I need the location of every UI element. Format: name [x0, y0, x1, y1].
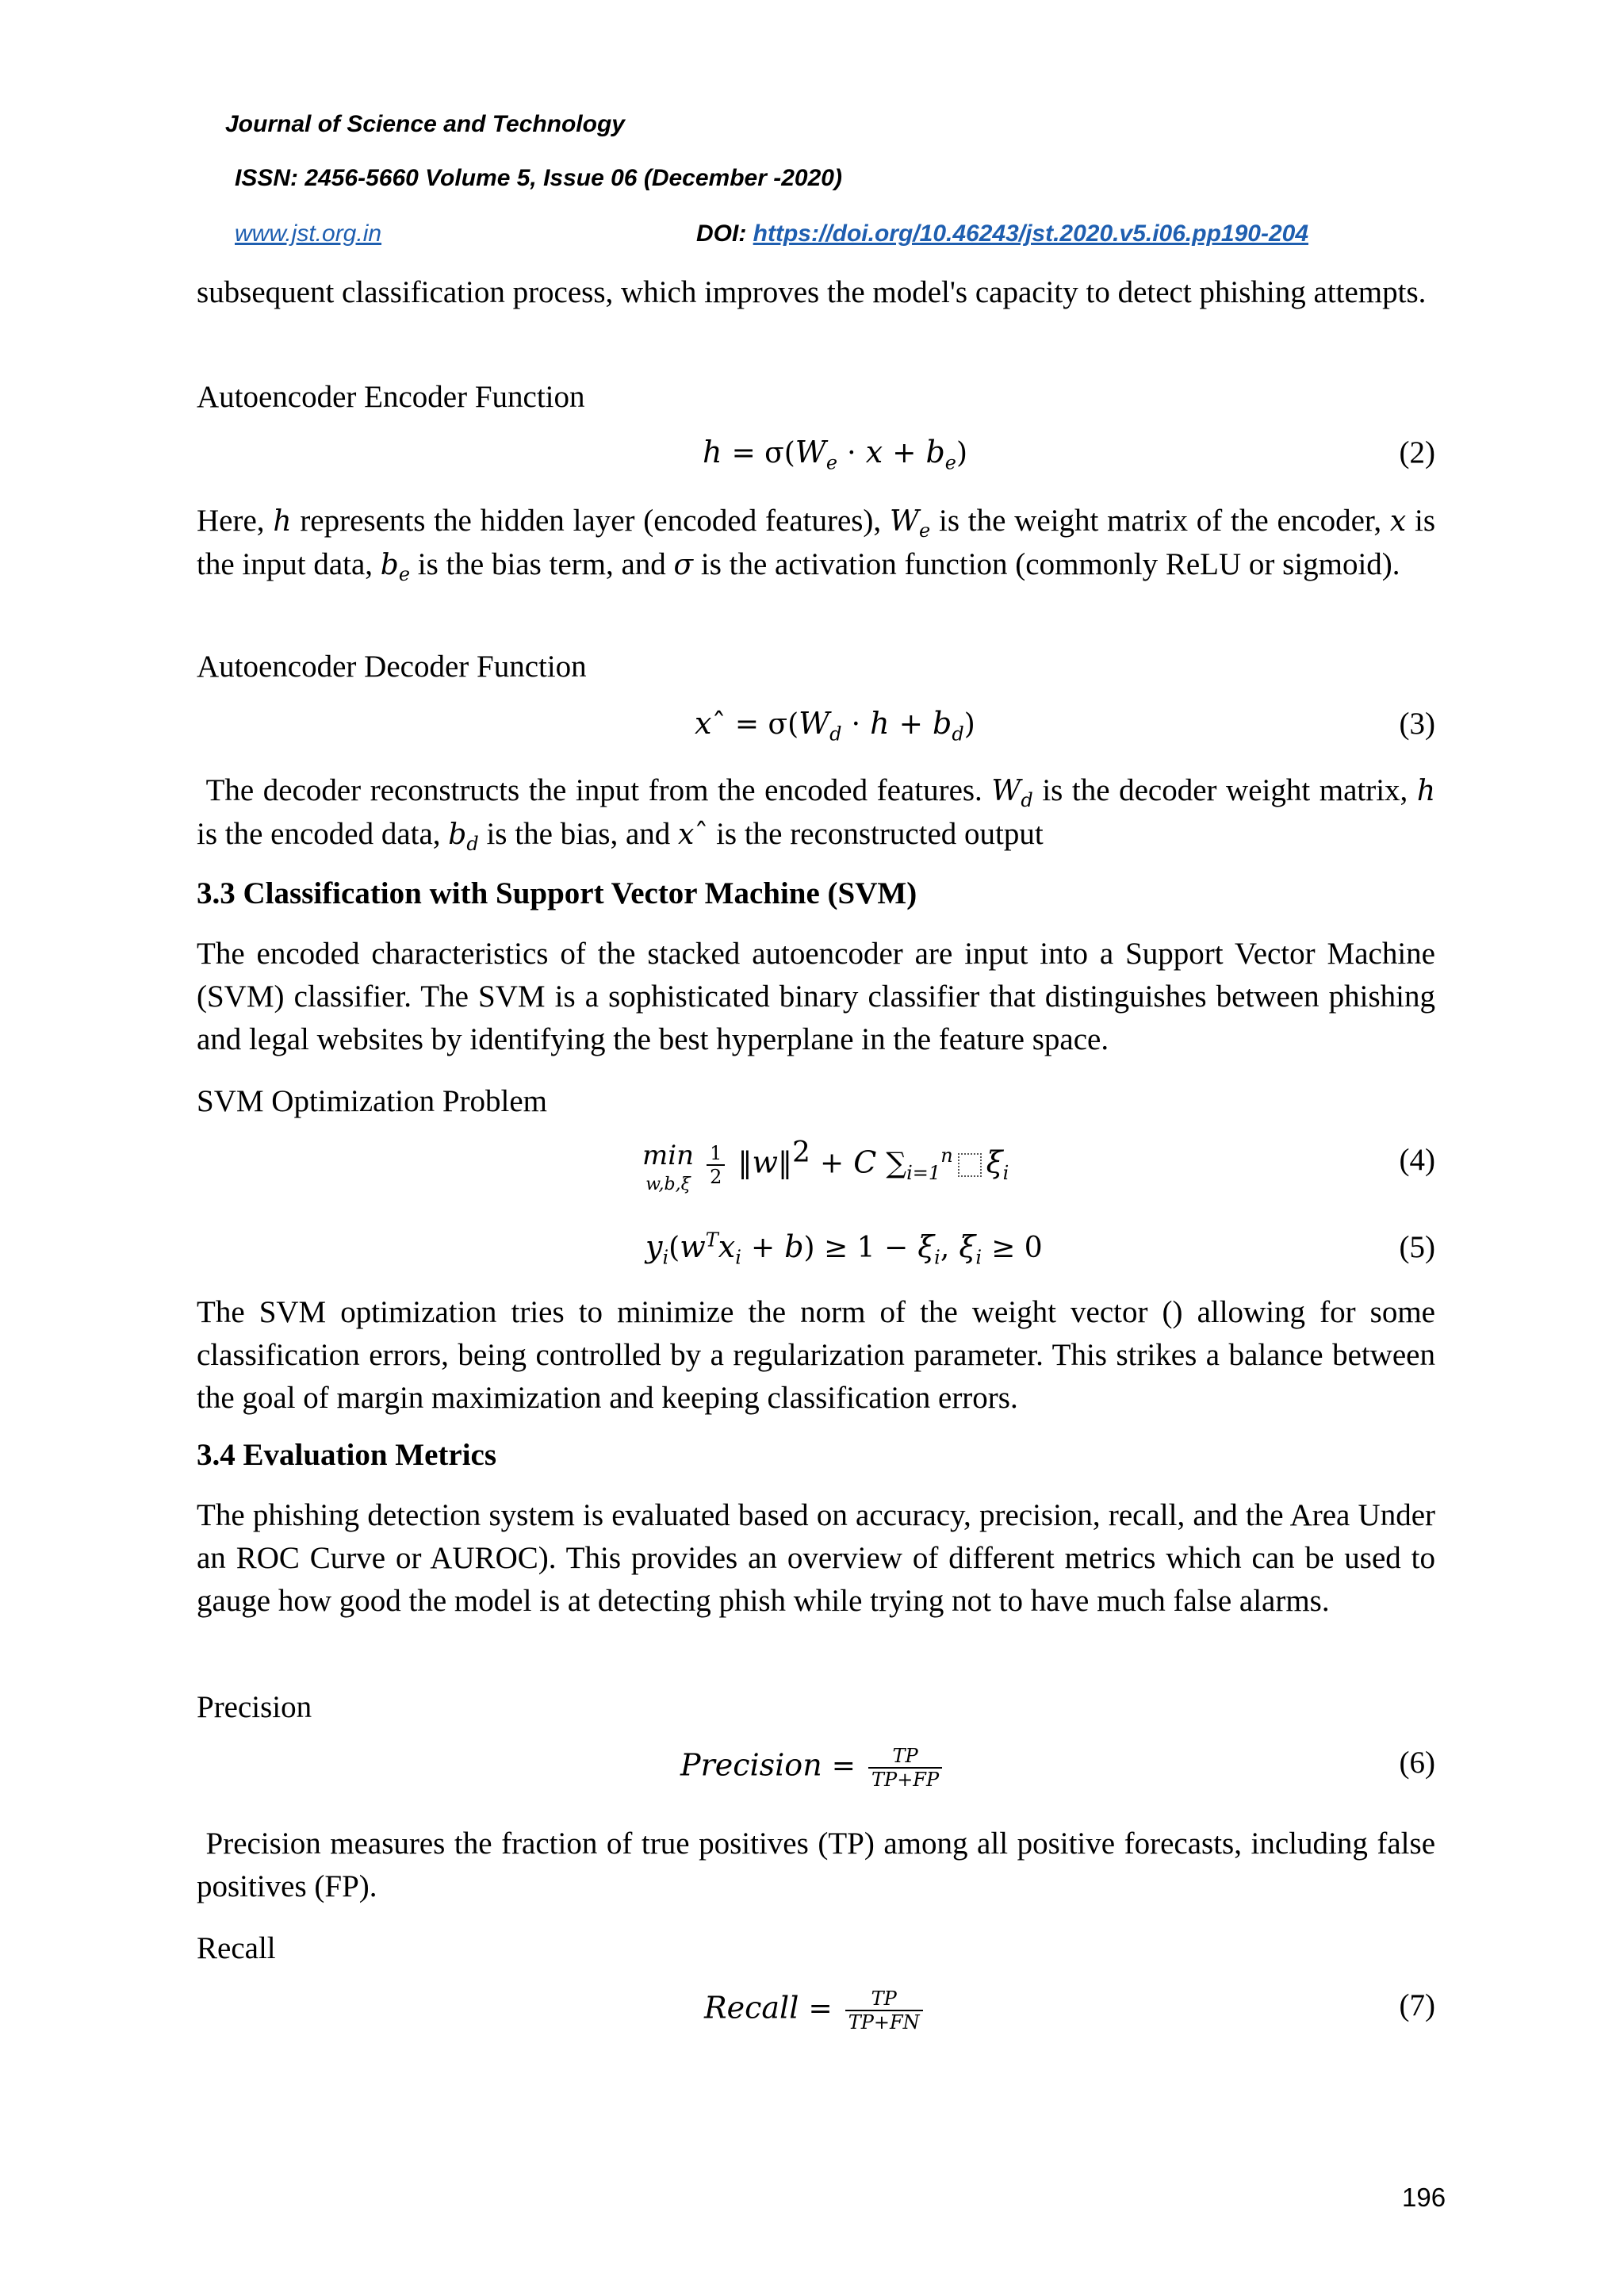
precision-label: Precision [197, 1690, 312, 1724]
equation-6-number: (6) [1399, 1746, 1435, 1780]
equation-7-expression: Recall = $\frac{TP}{TP+FN}$ [704, 1987, 926, 2033]
svm-label: SVM Optimization Problem [197, 1084, 547, 1118]
journal-title: Journal of Science and Technology [225, 111, 625, 137]
decoder-label: Autoencoder Decoder Function [197, 650, 587, 684]
intro-paragraph: subsequent classification process, which improves the model's capacity to detect phishing attempts. [197, 275, 1427, 309]
section-3-4-heading: 3.4 Evaluation Metrics [197, 1438, 497, 1472]
page-number: 196 [1402, 2183, 1446, 2212]
equation-6 [197, 1745, 1435, 1800]
website-link[interactable] [235, 220, 381, 247]
equation-3-number: (3) [1399, 707, 1435, 741]
equation-6-expression: Precision = $\frac{TP}{TP+FP}$ [680, 1745, 945, 1791]
issn-line: ISSN: 2456-5660 Volume 5, Issue 06 (December -2020) [235, 165, 842, 191]
svm-optimization-paragraph: The SVM optimization tries to minimize the norm of the weight vector () allowing for some classification errors, being controlled by a regularization parameter. This strikes a balance between the goal of margin maximization and keeping classification errors. [197, 1295, 1435, 1415]
recall-label: Recall [197, 1931, 276, 1965]
equation-5 [197, 1229, 1435, 1277]
equation-3 [197, 706, 1435, 753]
svm-paragraph: The encoded characteristics of the stacked autoencoder are input into a Support Vector Machine (SVM) classifier. The SVM is a sophisticated binary classifier that distinguishes between phishing and legal websites by identifying the best hyperplane in the feature space. [197, 937, 1435, 1056]
equation-7-number: (7) [1399, 1988, 1435, 2022]
encoder-label: Autoencoder Encoder Function [197, 380, 585, 414]
doi-line [696, 220, 1308, 247]
encoder-explanation: Here, h represents the hidden layer (encoded features), $W_e$ is the weight matrix of the encoder, x is the input data, $b_e$ is the bias term, and σ is the activation function (commonly ReLU or sigmoid). [197, 504, 1436, 586]
equation-4-number: (4) [1399, 1143, 1435, 1177]
doi-label: DOI: [696, 220, 747, 247]
equation-7 [197, 1987, 1435, 2043]
decoder-explanation: The decoder reconstructs the input from the encoded features. $W_d$ is the decoder weight matrix, h is the encoded data, $b_d$ is the bias, and xˆ is the reconstructed output [197, 773, 1436, 856]
equation-2-expression: $h = \sigma(W_e \cdot x + b_e)$ [703, 435, 968, 474]
evaluation-paragraph: The phishing detection system is evaluated based on accuracy, precision, recall, and the Area Under an ROC Curve or AUROC). This provides an overview of different metrics which can be used to gauge how good the model is at detecting phish while trying not to have much false alarms. [197, 1498, 1435, 1618]
equation-3-expression: xˆ = $\sigma(W_d \cdot h + b_d)$ [695, 706, 975, 746]
equation-2-number: (2) [1399, 435, 1435, 470]
website-link-text[interactable]: www.jst.org.in [235, 220, 382, 247]
equation-4 [197, 1136, 1435, 1205]
doi-link[interactable]: https://doi.org/10.46243/jst.2020.v5.i06.pp190-204 [753, 220, 1308, 247]
equation-5-number: (5) [1399, 1230, 1435, 1264]
section-3-3-heading: 3.3 Classification with Support Vector Machine (SVM) [197, 876, 917, 910]
precision-explanation: Precision measures the fraction of true positives (TP) among all positive forecasts, including false positives (FP). [197, 1826, 1435, 1903]
equation-5-expression: $y_i(w^Tx_i + b) \ge 1 - \xi_i$, $\xi_i \ge 0$ [645, 1228, 1043, 1269]
equation-2 [197, 435, 1435, 482]
equation-4-expression: min w,b,ξ $\frac{1}{2}$ ‖w‖$^2$ + C $\sum_{i=1}^n$ $\xi_i$ [642, 1136, 1009, 1194]
